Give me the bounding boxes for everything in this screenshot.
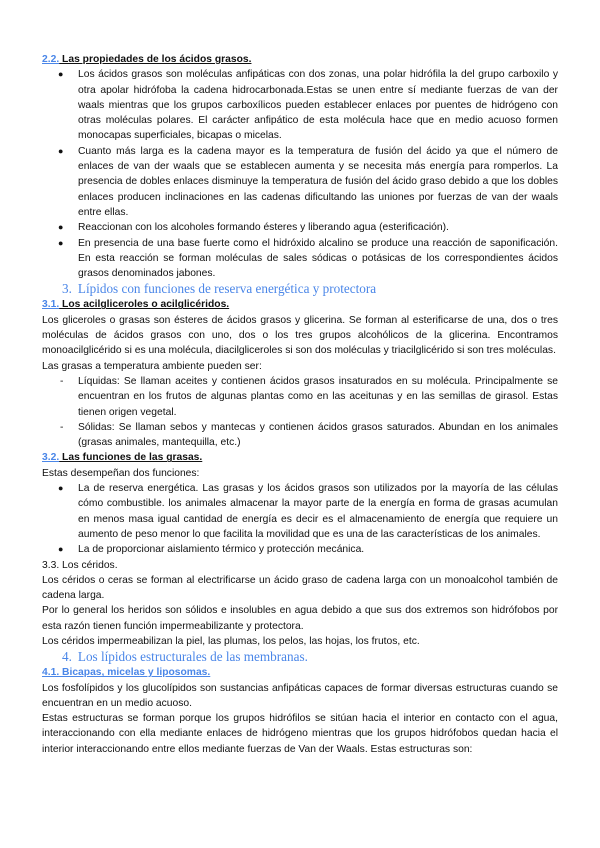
bullet-icon: ● (58, 544, 64, 555)
list-item: ● Cuanto más larga es la cadena mayor es la temperatura de fusión del ácido ya que el número de enlaces de van der waals que se establecen aumenta y se necesita más energía para romperlos. La presencia de dobles enlaces disminuye la temperatura de fusión del ácido graso debido a que los dobles enlaces producen inclinaciones en las cadenas dificultando las uniones por fuerzas de van der waals entre ellas. (58, 145, 558, 218)
list-item: ● En presencia de una base fuerte como el hidróxido alcalino se produce una reacción de saponificación. En esta reacción se forman moléculas de sales sódicas o potásicas de los correspondientes ácidos grasos denominados jabones. (58, 237, 558, 280)
paragraph: Los céridos o ceras se forman al electrificarse un ácido graso de cadena larga con un monoalcohol también de cadena larga. (42, 574, 558, 602)
paragraph: Los fosfolípidos y los glucolípidos son sustancias anfipáticas capaces de formar diversas estructuras cuando se encuentran en un medio acuoso. (42, 682, 558, 709)
bullet-icon: ● (58, 69, 64, 80)
heading-text: Los acilgliceroles o acilglicéridos. (59, 299, 230, 311)
dash-icon: - (60, 375, 64, 387)
list-item: ● La de proporcionar aislamiento térmico y protección mecánica. (42, 542, 558, 557)
list-item: - Líquidas: Se llaman aceites y contienen ácidos grasos insaturados en su molécula. Principalmente se encuentran en los frutos de algunas plantas como en las aceitunas y en las semillas de girasol. Estas tienen origen vegetal. (60, 375, 558, 418)
bullet-icon: ● (58, 237, 64, 248)
list-item: - Sólidas: Se llaman sebos y mantecas y contienen ácidos grasos saturados. Abundan en los animales (grasas animales, mantequilla, etc.) (60, 421, 558, 449)
heading-3-1 (42, 297, 558, 312)
fat-types-list (42, 374, 558, 450)
paragraph: Estas desempeñan dos funciones: (42, 467, 200, 479)
heading-3 (42, 281, 558, 297)
list-item: ● Reaccionan con los alcoholes formando ésteres y liberando agua (esterificación). (42, 220, 558, 235)
heading-4 (42, 649, 558, 665)
heading-3-2 (42, 450, 558, 465)
heading-2-2 (42, 52, 558, 67)
fat-functions-list (42, 481, 558, 557)
heading-number: 4. (62, 649, 72, 665)
heading-4-1: 4.1. Bicapas, micelas y liposomas. (42, 667, 211, 679)
heading-number: 3.2. (42, 452, 60, 464)
heading-number: 3.1. (42, 299, 60, 311)
heading-3-3: 3.3. Los céridos. (42, 559, 118, 571)
fatty-acid-properties-list (42, 67, 558, 281)
paragraph: Estas estructuras se forman porque los grupos hidrófilos se sitúan hacia el interior en contacto con el agua, interaccionando con ella mediante enlaces de hidrógeno mientras que los grupos hidrófobos quedan hacia el interior interaccionando entre ellos mediante fuerzas de Van der Waals. Estas estructuras son: (42, 713, 558, 755)
dash-icon: - (60, 421, 64, 433)
heading-text: Las funciones de las grasas. (59, 452, 203, 464)
heading-text: Lípidos con funciones de reserva energética y protectora (77, 281, 377, 297)
paragraph: Las grasas a temperatura ambiente pueden ser: (42, 360, 262, 372)
bullet-icon: ● (58, 145, 64, 156)
paragraph: Los gliceroles o grasas son ésteres de ácidos grasos y glicerina. Se forman al esterificarse de una, dos o tres moléculas de ácidos grasos con uno, dos o los tres grupos alcohólicos de la glicerina. Encontramos monoacilglicérido si es una molécula, diacilgliceroles si son dos moléculas y triacilglicérido si son tres moléculas. (42, 314, 558, 357)
heading-number: 3. (62, 281, 72, 297)
document-page (42, 52, 558, 757)
paragraph: Por lo general los heridos son sólidos e insolubles en agua debido a que sus dos extremos son hidrófobos por esta razón tienen función impermeabilizante y protectora. (42, 605, 558, 632)
heading-number: 2.2. (42, 54, 60, 65)
heading-text: Los lípidos estructurales de las membranas. (77, 649, 308, 665)
bullet-icon: ● (58, 222, 64, 233)
list-item: ● La de reserva energética. Las grasas y los ácidos grasos son utilizados por la mayoría de las células cómo combustible. los animales almacenar la mayor parte de la energía en forma de grasas acumulan en menos masa igual cantidad de energía es decir es el almacenamiento de energía que requiere un aumento de peso menor lo que facilita la movilidad que es una de las características de los animales. (58, 483, 558, 540)
list-item: ● Los ácidos grasos son moléculas anfipáticas con dos zonas, una polar hidrófila la del grupo carboxilo y otra apolar hidrófoba la cadena hidrocarbonada.Estas se unen entre sí mediante fuerzas de van der waals mientras que los grupos carboxílicos pueden establecer enlaces por puentes de hidrógeno con otras moléculas polares. El carácter anfipático de esta molécula hace que en medio acuoso formen monocapas superficiales, bicapas o micelas. (58, 69, 558, 142)
bullet-icon: ● (58, 483, 64, 494)
paragraph: Los céridos impermeabilizan la piel, las plumas, los pelos, las hojas, los frutos, etc. (42, 635, 420, 647)
heading-text: Las propiedades de los ácidos grasos. (59, 54, 252, 65)
